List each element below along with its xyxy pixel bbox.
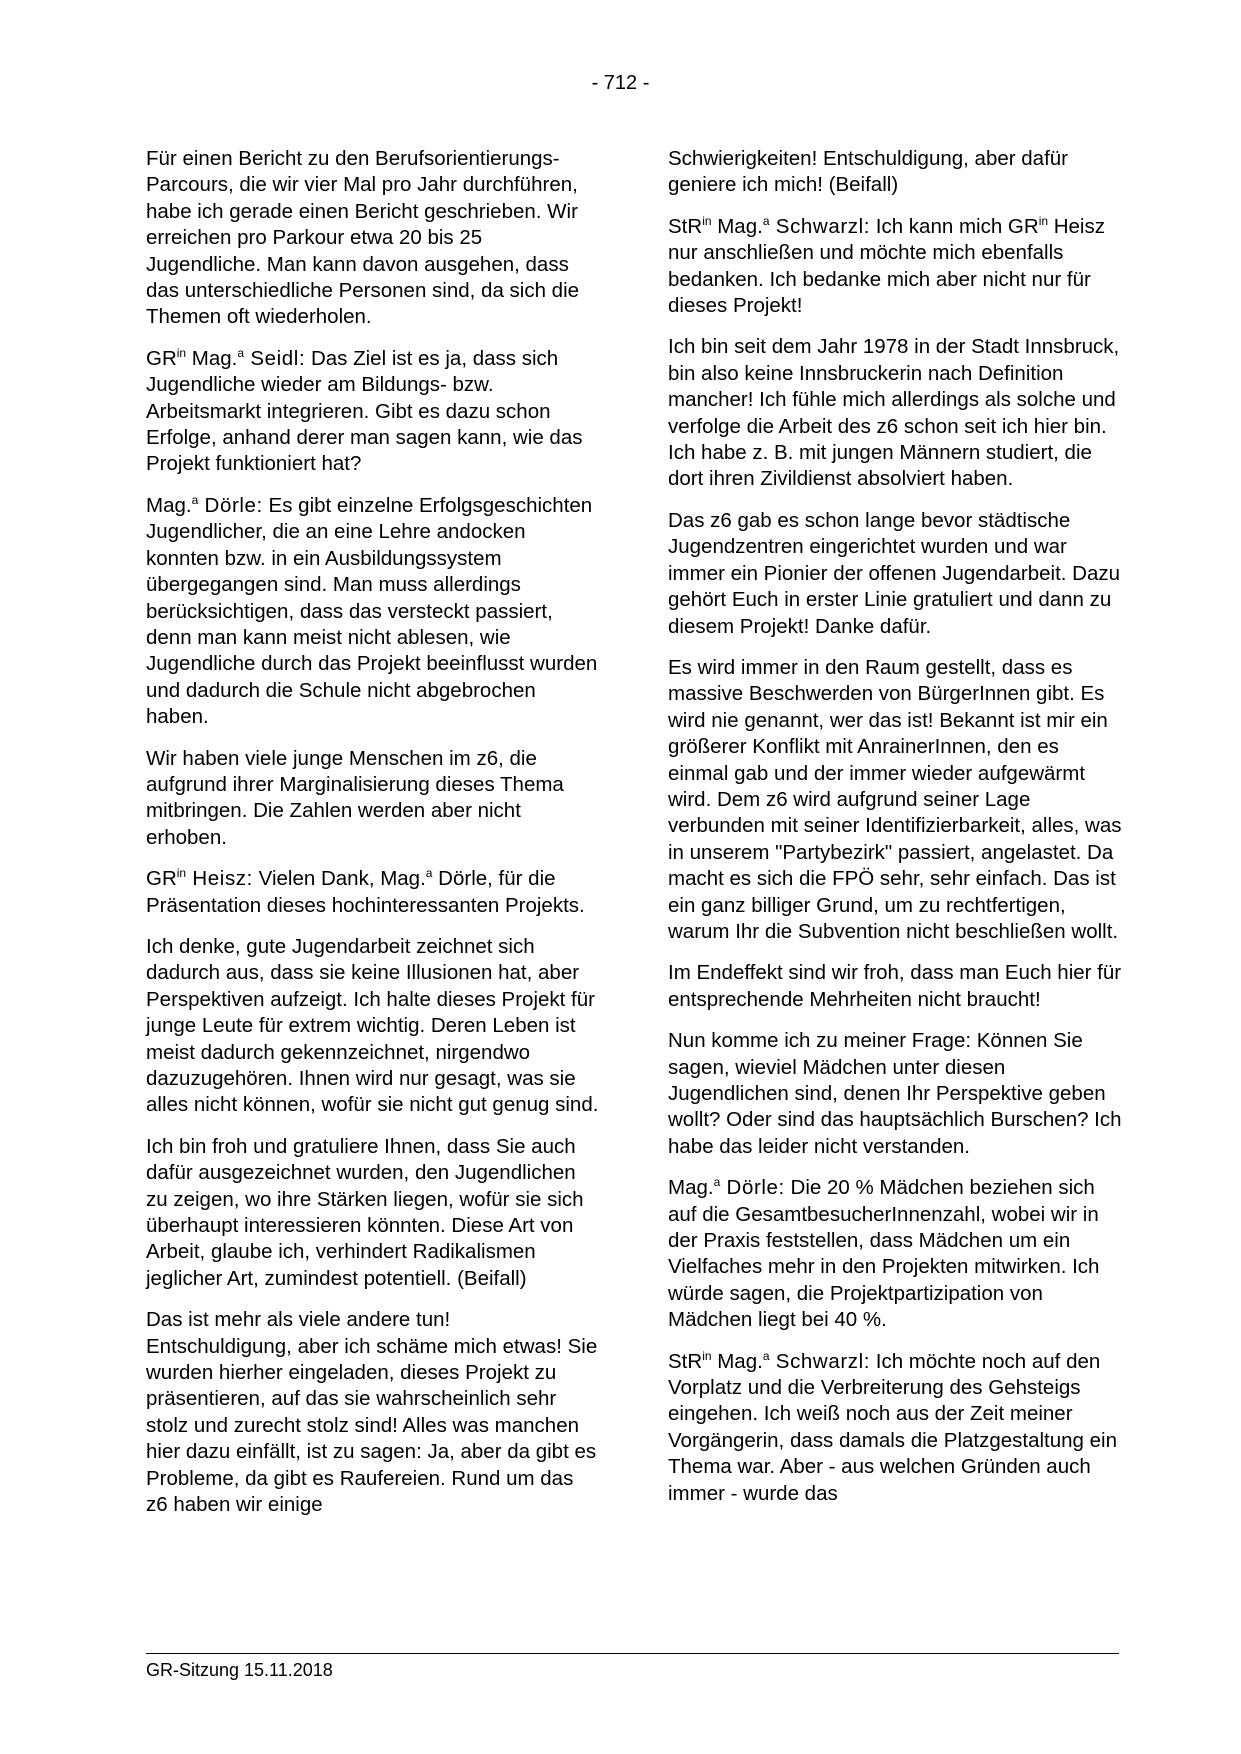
speaker-paragraph xyxy=(668,1175,1122,1333)
speaker-paragraph xyxy=(668,214,1122,320)
speaker-name: Dörle: xyxy=(198,493,263,517)
speaker-name: Heisz: xyxy=(186,867,253,891)
speech-text: Heisz nur anschließen und möchte mich ebenfalls bedanken. Ich bedanke mich aber nicht nur für dieses Projekt! xyxy=(668,214,1105,318)
page-number: - 712 - xyxy=(591,72,650,94)
title-superscript: a xyxy=(762,1348,770,1363)
speaker-name: Seidl: xyxy=(244,346,306,370)
speaker-name: Dörle: xyxy=(720,1176,785,1200)
title-text: StR xyxy=(668,214,703,238)
title-superscript: a xyxy=(425,866,433,881)
title-text: Mag. xyxy=(711,214,763,238)
speaker-paragraph xyxy=(146,493,600,731)
footer-divider xyxy=(146,1653,1119,1654)
speech-text: Ich möchte noch auf den Vorplatz und die Verbreiterung des Gehsteigs eingehen. Ich weiß noch aus der Zeit meiner Vorgängerin, dass damals die Platzgestaltung ein Thema war. Aber - aus welchen Gründen auch immer - wurde das xyxy=(668,1349,1118,1505)
right-column xyxy=(668,146,1122,1522)
title-superscript: in xyxy=(702,213,712,228)
speech-text: Vielen Dank, Mag. xyxy=(252,867,426,891)
paragraph: Ich denke, gute Jugendarbeit zeichnet sich dadurch aus, dass sie keine Illusionen hat, aber Perspektiven aufzeigt. Ich halte dieses Projekt für junge Leute für extrem wichtig. Deren Leben ist meist dadurch gekennzeichnet, nirgendwo dazuzugehören. Ihnen wird nur gesagt, was sie alles nicht können, wofür sie nicht gut genug sind. xyxy=(146,934,599,1117)
paragraph: Das ist mehr als viele andere tun! Entschuldigung, aber ich schäme mich etwas! Sie wurden hierher eingeladen, dieses Projekt zu präsentieren, auf das sie wahrscheinlich sehr stolz und zurecht stolz sind! Alles was manchen hier dazu einfällt, ist zu sagen: Ja, aber da gibt es Probleme, da gibt es Raufereien. Rund um das z6 haben wir einige xyxy=(146,1308,598,1517)
title-text: GR xyxy=(146,346,177,370)
paragraph: Das z6 gab es schon lange bevor städtische Jugendzentren eingerichtet wurden und war immer ein Pionier der offenen Jugendarbeit. Dazu gehört Euch in erster Linie gratuliert und dann zu diesem Projekt! Danke dafür. xyxy=(668,508,1121,638)
speaker-paragraph xyxy=(146,866,600,919)
title-text: Mag. xyxy=(186,346,238,370)
title-superscript: a xyxy=(191,492,199,507)
paragraph: Im Endeffekt sind wir froh, dass man Euch hier für entsprechende Mehrheiten nicht braucht! xyxy=(668,961,1122,1011)
footer-session-date: GR-Sitzung 15.11.2018 xyxy=(146,1660,333,1680)
speaker-name: Schwarzl: xyxy=(769,214,871,238)
title-superscript: in xyxy=(1038,213,1049,228)
speech-text: Das Ziel ist es ja, dass sich Jugendliche wieder am Bildungs- bzw. Arbeitsmarkt integrieren. Gibt es dazu schon Erfolge, anhand derer man sagen kann, wie das Projekt funktioniert hat? xyxy=(146,346,583,476)
title-superscript: in xyxy=(176,345,187,360)
title-superscript: in xyxy=(176,866,187,881)
paragraph: Es wird immer in den Raum gestellt, dass es massive Beschwerden von BürgerInnen gibt. Es wird nie genannt, wer das ist! Bekannt ist mir ein größerer Konflikt mit AnrainerInnen, den es einmal gab und der immer wieder aufgewärmt wird. Dem z6 wird aufgrund seiner Lage verbunden mit seiner Identifizierbarkeit, alles, was in unserem "Partybezirk" passiert, angelastet. Da macht es sich die FPÖ sehr, sehr einfach. Das ist ein ganz billiger Grund, um zu rechtfertigen, warum Ihr die Subvention nicht beschließen wollt. xyxy=(668,655,1122,943)
title-text: GR xyxy=(146,867,177,891)
speaker-paragraph xyxy=(668,1349,1122,1507)
left-column xyxy=(146,146,600,1534)
speaker-name: Schwarzl: xyxy=(769,1349,871,1373)
paragraph: Für einen Bericht zu den Berufsorientierungs-Parcours, die wir vier Mal pro Jahr durchführen, habe ich gerade einen Bericht geschrieben. Wir erreichen pro Parkour etwa 20 bis 25 Jugendliche. Man kann davon ausgehen, dass das unterschiedliche Personen sind, da sich die Themen oft wiederholen. xyxy=(146,147,580,329)
title-text: StR xyxy=(668,1349,703,1373)
paragraph: Nun komme ich zu meiner Frage: Können Sie sagen, wieviel Mädchen unter diesen Jugendlichen sind, denen Ihr Perspektive geben wollt? Oder sind das hauptsächlich Burschen? Ich habe das leider nicht verstanden. xyxy=(668,1029,1122,1158)
title-text: Mag. xyxy=(711,1349,763,1373)
paragraph: Ich bin seit dem Jahr 1978 in der Stadt Innsbruck, bin also keine Innsbruckerin nach Definition mancher! Ich fühle mich allerdings als solche und verfolge die Arbeit des z6 schon seit ich hier bin. Ich habe z. B. mit jungen Männern studiert, die dort ihren Zivildienst absolviert haben. xyxy=(668,335,1120,491)
title-superscript: a xyxy=(762,213,770,228)
paragraph: Ich bin froh und gratuliere Ihnen, dass Sie auch dafür ausgezeichnet wurden, den Jugendlichen zu zeigen, wo ihre Stärken liegen, wofür sie sich überhaupt interessieren könnten. Diese Art von Arbeit, glaube ich, verhindert Radikalismen jeglicher Art, zumindest potentiell. (Beifall) xyxy=(146,1134,584,1290)
speech-text: Es gibt einzelne Erfolgsgeschichten Jugendlicher, die an eine Lehre andocken konnten bzw. in ein Ausbildungssystem übergegangen sind. Man muss allerdings berücksichtigen, dass das versteckt passiert, denn man kann meist nicht ablesen, wie Jugendliche durch das Projekt beeinflusst wurden und dadurch die Schule nicht abgebrochen haben. xyxy=(146,493,598,729)
speaker-paragraph xyxy=(146,346,600,478)
speech-text: Die 20 % Mädchen beziehen sich auf die GesamtbesucherInnenzahl, wobei wir in der Praxis feststellen, dass Mädchen um ein Vielfaches mehr in den Projekten mitwirken. Ich würde sagen, die Projektpartizipation von Mädchen liegt bei 40 %. xyxy=(668,1176,1100,1332)
speech-text: Ich kann mich GR xyxy=(870,214,1039,238)
paragraph: Wir haben viele junge Menschen im z6, die aufgrund ihrer Marginalisierung dieses Thema mitbringen. Die Zahlen werden aber nicht erhoben. xyxy=(146,746,564,849)
title-text: Mag. xyxy=(146,493,192,517)
paragraph: Schwierigkeiten! Entschuldigung, aber dafür geniere ich mich! (Beifall) xyxy=(668,147,1068,197)
title-superscript: in xyxy=(702,1348,712,1363)
speech-text: Dörle, für die Präsentation dieses hochinteressanten Projekts. xyxy=(146,867,585,917)
title-superscript: a xyxy=(237,345,245,360)
title-text: Mag. xyxy=(668,1176,714,1200)
title-superscript: a xyxy=(713,1175,721,1190)
